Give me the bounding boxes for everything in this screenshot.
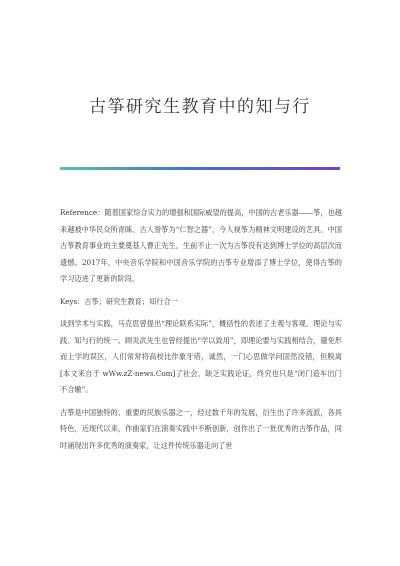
title-divider <box>60 167 340 170</box>
abstract-paragraph: Reference：随着国家综合实力的增强和国际威望的提高，中国的古老乐器——筝，也越来越被中华民众所青睐。古人誉筝为“仁智之器”，今人视筝为精神文明建设的艺具。中国古筝教育事业的主要奠基人曹正先生，生前不止一次为古筝没有达到博士学位的高层次而遗憾。2017年，中央音乐学院和中国音乐学院的古筝专业增添了博士学位，使得古筝的学习迈进了更新的阶段。 <box>60 208 342 283</box>
keywords-paragraph: Keys：古筝；研究生教育；知行合一 <box>60 296 178 306</box>
body-paragraph: 谈到学术与实践，马克思曾提出“理论联系实际”，概括性的表述了主观与客观、理论与实践、知与行的统一。顾炎武先生也曾经提出“学以致用”，即理论要与实践相结合，避免形而上学的误区，人们常常将高校比作象牙塔，诚然，一门心思做学问固然没错，但脱离[本文来自于 wWw.zZ-news.Com]了社会、缺乏实践论证，终究也只是“闭门造车出门不合辙”。 <box>60 319 342 394</box>
page-title: 古筝研究生教育中的知与行 <box>89 97 311 117</box>
body-paragraph: 古筝是中国独特的、重要的民族乐器之一，经过数千年的发展，衍生出了许多流派，各具特色，近现代以来，作曲家们在演奏实践中不断创新，创作出了一批优秀的古筝作品，同时涌现出许多优秀的演奏家，让这件传统乐器走向了世 <box>60 407 342 450</box>
document-body <box>60 205 342 460</box>
